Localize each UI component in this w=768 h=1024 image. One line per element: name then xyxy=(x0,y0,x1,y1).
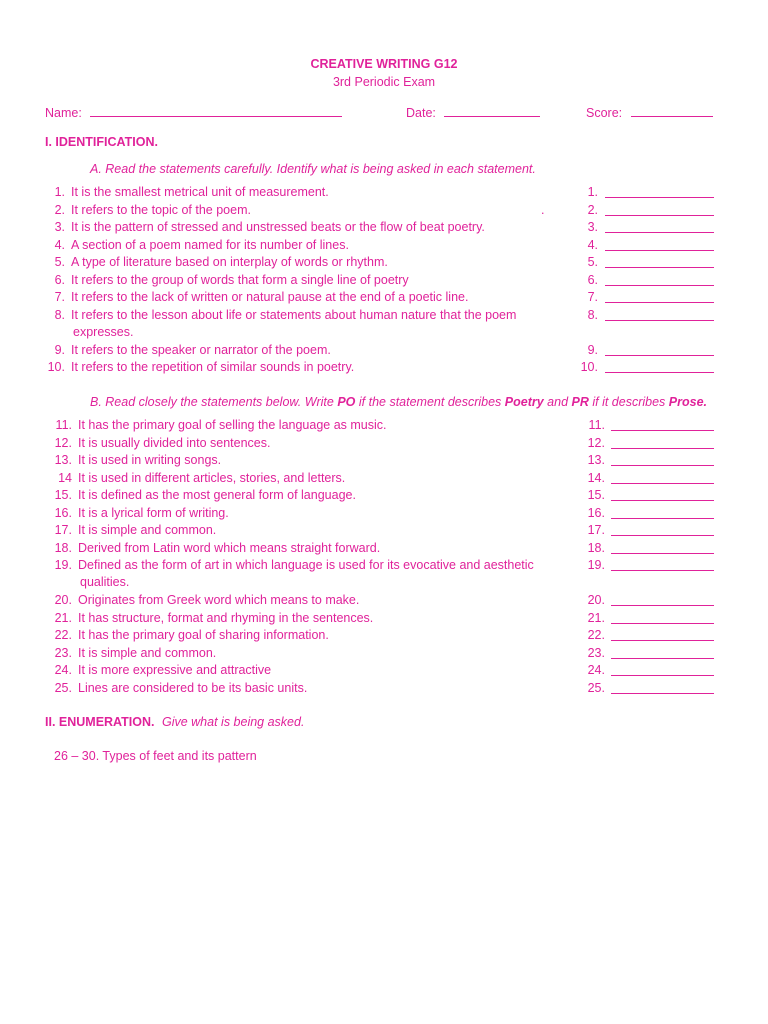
question-number: 15. xyxy=(54,488,72,502)
exam-title: CREATIVE WRITING G12 xyxy=(310,57,458,71)
answer-number: 14. xyxy=(587,470,605,485)
question-text: It refers to the group of words that form a single line of poetry xyxy=(71,272,409,287)
answer-number: 2. xyxy=(587,202,598,217)
question-row xyxy=(0,663,768,680)
question-text: It is more expressive and attractive xyxy=(78,663,272,677)
question-number: 3. xyxy=(54,220,65,234)
answer-number: 16. xyxy=(587,505,605,520)
question-row xyxy=(0,436,768,453)
question-text: It refers to the speaker or narrator of the poem. xyxy=(71,342,331,357)
answer-number: 10. xyxy=(580,360,598,374)
question-number: 25. xyxy=(54,680,72,695)
answer-blank[interactable] xyxy=(611,506,714,519)
question-row xyxy=(0,203,768,220)
section-b-instruction-part: Prose. xyxy=(668,395,707,409)
question-number: 1. xyxy=(54,185,65,199)
section-b-instruction-part: and xyxy=(543,395,572,409)
answer-blank[interactable] xyxy=(605,343,714,356)
question-row xyxy=(0,471,768,488)
question-number: 7. xyxy=(54,290,65,304)
question-text: It is usually divided into sentences. xyxy=(78,435,271,450)
answer-blank[interactable] xyxy=(611,453,714,466)
question-number: 18. xyxy=(54,540,72,555)
question-text: It has the primary goal of selling the language as music. xyxy=(78,418,387,432)
question-number: 9. xyxy=(54,342,65,357)
question-text: It is the smallest metrical unit of measurement. xyxy=(71,185,329,199)
question-number: 12. xyxy=(54,435,72,450)
question-text: It is used in different articles, stories, and letters. xyxy=(78,470,346,485)
question-row xyxy=(0,238,768,255)
section-b-instruction-part: if the statement describes xyxy=(355,395,505,409)
answer-blank[interactable] xyxy=(611,558,714,571)
answer-number: 18. xyxy=(587,540,605,555)
name-blank[interactable] xyxy=(90,104,342,117)
question-text: It is simple and common. xyxy=(78,523,217,537)
score-blank[interactable] xyxy=(631,104,713,117)
answer-blank[interactable] xyxy=(605,220,714,233)
question-row xyxy=(0,558,768,589)
question-row xyxy=(0,255,768,272)
answer-number: 3. xyxy=(587,220,598,234)
answer-number: 22. xyxy=(587,628,605,642)
section-b-instruction-part: PR xyxy=(571,395,589,409)
exam-subtitle: 3rd Periodic Exam xyxy=(332,75,436,89)
answer-blank[interactable] xyxy=(611,488,714,501)
question-text: It is the pattern of stressed and unstressed beats or the flow of beat poetry. xyxy=(71,220,485,234)
question-text: It refers to the lack of written or natural pause at the end of a poetic line. xyxy=(71,290,469,304)
answer-number: 15. xyxy=(587,488,605,502)
question-row xyxy=(0,220,768,237)
question-row xyxy=(0,523,768,540)
question-text: A section of a poem named for its number of lines. xyxy=(71,237,349,252)
answer-number: 6. xyxy=(587,272,598,287)
answer-number: 21. xyxy=(587,610,605,625)
question-number: 5. xyxy=(54,255,65,269)
question-text: It is a lyrical form of writing. xyxy=(78,505,229,520)
answer-number: 8. xyxy=(587,307,598,322)
date-label: Date: xyxy=(406,106,436,120)
answer-blank[interactable] xyxy=(611,471,714,484)
question-number: 20. xyxy=(54,593,72,607)
part2-header xyxy=(45,714,304,731)
question-text: A type of literature based on interplay of words or rhythm. xyxy=(71,255,388,269)
answer-blank[interactable] xyxy=(611,436,714,449)
question-number: 23. xyxy=(54,645,72,660)
question-row xyxy=(0,488,768,505)
question-text: It is defined as the most general form of language. xyxy=(78,488,356,502)
question-number: 14 xyxy=(58,470,72,485)
question-number: 13. xyxy=(54,453,72,467)
question-number: 22. xyxy=(54,628,72,642)
answer-number: 9. xyxy=(587,342,598,357)
question-text: Lines are considered to be its basic units. xyxy=(78,680,308,695)
name-label: Name: xyxy=(45,106,82,120)
answer-blank[interactable] xyxy=(611,593,714,606)
answer-blank[interactable] xyxy=(611,611,714,624)
answer-blank[interactable] xyxy=(611,523,714,536)
question-text: It is simple and common. xyxy=(78,645,217,660)
question-text: Originates from Greek word which means to make. xyxy=(78,593,360,607)
answer-number: 13. xyxy=(587,453,605,467)
answer-number: 1. xyxy=(587,185,598,199)
answer-blank[interactable] xyxy=(605,238,714,251)
question-row xyxy=(0,453,768,470)
question-text: It has structure, format and rhyming in the sentences. xyxy=(78,610,374,625)
question-row xyxy=(0,273,768,290)
section-b-instruction-part: B. Read closely the statements below. Write xyxy=(90,395,338,409)
question-row xyxy=(0,185,768,202)
question-row xyxy=(0,541,768,558)
answer-blank[interactable] xyxy=(611,681,714,694)
section-b-instruction-part: Poetry xyxy=(504,395,544,409)
answer-blank[interactable] xyxy=(611,663,714,676)
score-label: Score: xyxy=(586,106,623,120)
question-text: Derived from Latin word which means straight forward. xyxy=(78,540,381,555)
answer-blank[interactable] xyxy=(611,646,714,659)
score-field[interactable] xyxy=(586,104,713,122)
stray-mark: . xyxy=(541,203,545,217)
section-a-instruction: A. Read the statements carefully. Identify what is being asked in each statement. xyxy=(90,162,536,176)
section-b-instruction xyxy=(90,394,707,411)
answer-number: 24. xyxy=(587,663,605,677)
answer-number: 7. xyxy=(587,290,598,304)
answer-number: 20. xyxy=(587,593,605,607)
answer-number: 12. xyxy=(587,435,605,450)
question-text-continuation: qualities. xyxy=(80,575,130,589)
question-number: 24. xyxy=(54,663,72,677)
question-number: 6. xyxy=(54,272,65,287)
question-row xyxy=(0,307,768,339)
question-number: 2. xyxy=(54,202,65,217)
answer-number: 19. xyxy=(587,558,605,572)
answer-blank[interactable] xyxy=(605,360,714,373)
question-row xyxy=(0,628,768,645)
answer-number: 5. xyxy=(587,255,598,269)
question-text: Defined as the form of art in which language is used for its evocative and aesthetic xyxy=(78,558,534,572)
question-number: 16. xyxy=(54,505,72,520)
question-text: It refers to the repetition of similar sounds in poetry. xyxy=(71,360,355,374)
answer-number: 4. xyxy=(587,237,598,252)
answer-number: 23. xyxy=(587,645,605,660)
answer-blank[interactable] xyxy=(605,290,714,303)
answer-blank[interactable] xyxy=(611,628,714,641)
part1-heading: I. IDENTIFICATION. xyxy=(45,135,158,149)
section-b-instruction-part: if it describes xyxy=(588,395,669,409)
answer-number: 17. xyxy=(587,523,605,537)
answer-blank[interactable] xyxy=(605,308,714,321)
question-number: 4. xyxy=(54,237,65,252)
question-row xyxy=(0,506,768,523)
question-row xyxy=(0,593,768,610)
answer-blank[interactable] xyxy=(611,418,714,431)
question-text: It refers to the lesson about life or statements about human nature that the poem xyxy=(71,307,517,322)
answer-blank[interactable] xyxy=(605,185,714,198)
question-row xyxy=(0,646,768,663)
question-text: It is used in writing songs. xyxy=(78,453,222,467)
part2-instruction: Give what is being asked. xyxy=(161,715,305,729)
enumeration-item: 26 – 30. Types of feet and its pattern xyxy=(54,749,257,763)
name-field[interactable] xyxy=(45,104,342,122)
question-number: 19. xyxy=(54,558,72,572)
part2-heading: II. ENUMERATION. xyxy=(45,715,155,729)
question-text: It has the primary goal of sharing information. xyxy=(78,628,329,642)
question-text: It refers to the topic of the poem. xyxy=(71,202,251,217)
answer-number: 11. xyxy=(588,418,605,432)
question-row xyxy=(0,681,768,698)
question-row xyxy=(0,360,768,377)
question-number: 11. xyxy=(55,418,72,432)
answer-blank[interactable] xyxy=(611,541,714,554)
question-row xyxy=(0,343,768,360)
question-number: 8. xyxy=(54,307,65,322)
answer-blank[interactable] xyxy=(605,273,714,286)
answer-number: 25. xyxy=(587,680,605,695)
answer-blank[interactable] xyxy=(605,255,714,268)
date-blank[interactable] xyxy=(444,104,540,117)
question-number: 21. xyxy=(54,610,72,625)
answer-blank[interactable] xyxy=(605,203,714,216)
question-row xyxy=(0,418,768,435)
question-row xyxy=(0,290,768,307)
question-row xyxy=(0,611,768,628)
question-number: 17. xyxy=(54,523,72,537)
question-number: 10. xyxy=(47,360,65,374)
question-text-continuation: expresses. xyxy=(73,324,134,339)
section-b-instruction-part: PO xyxy=(337,395,356,409)
date-field[interactable] xyxy=(406,104,540,122)
